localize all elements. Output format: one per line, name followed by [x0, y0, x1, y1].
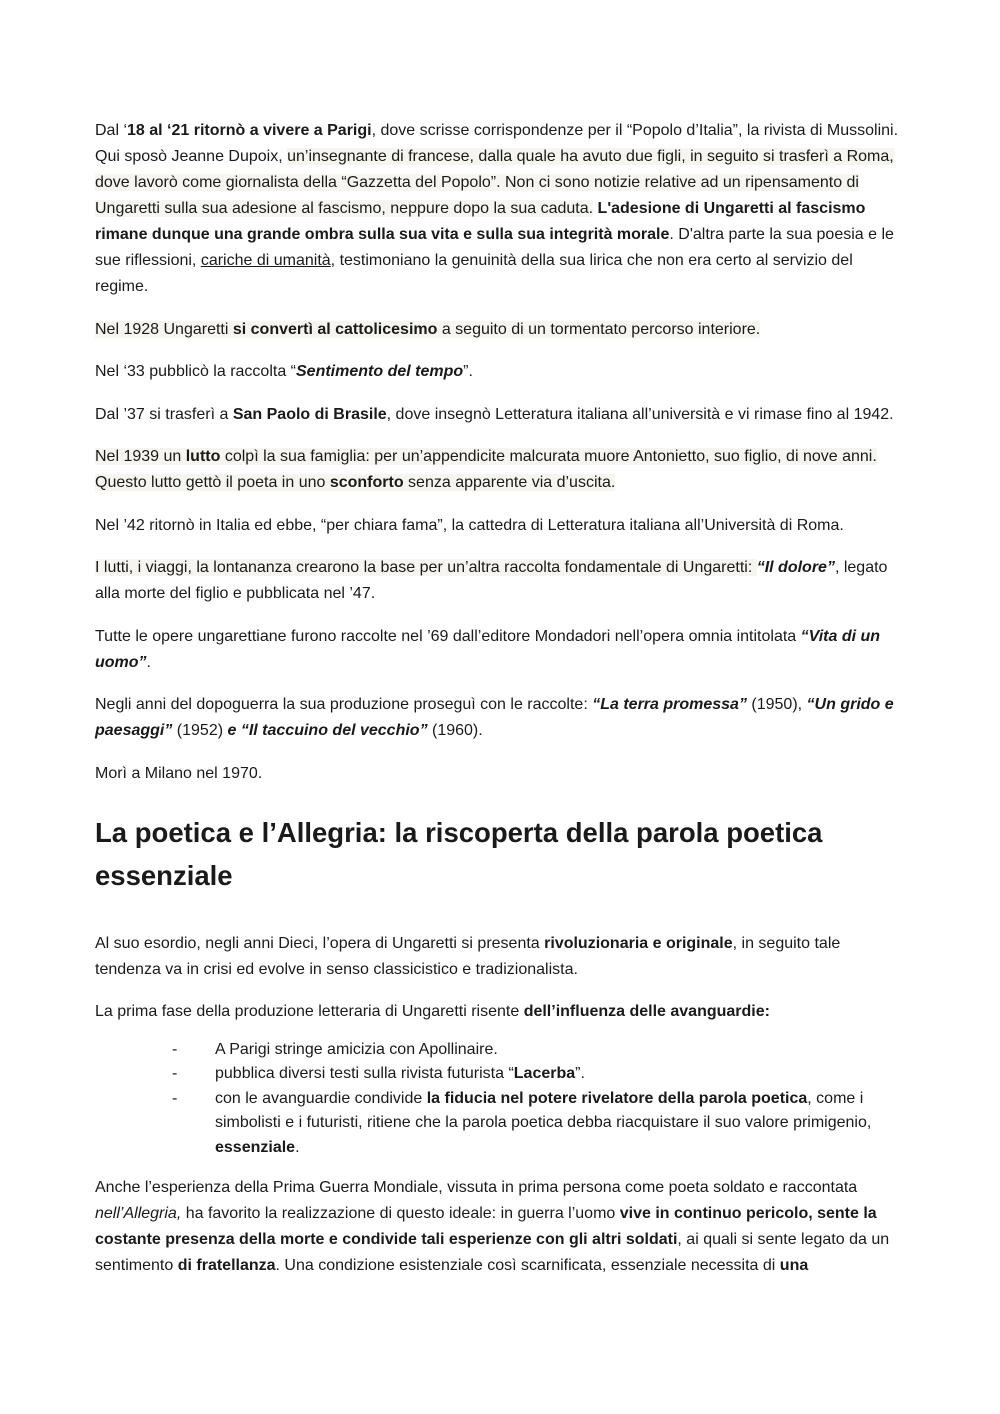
bold-italic-text: “Un grido e paesaggi”	[95, 696, 894, 739]
text: ha favorito la realizzazione di questo ideale: in guerra l’uomo	[181, 1205, 620, 1222]
highlighted-text	[95, 448, 877, 491]
bold-italic-text: Sentimento del tempo	[296, 363, 464, 380]
text: Nel 1939 un	[95, 448, 186, 465]
paragraph-prima-fase	[95, 999, 907, 1025]
paragraph-lutto	[95, 444, 907, 496]
bold-italic-text: “La terra promessa”	[592, 696, 747, 713]
list-item	[172, 1087, 907, 1161]
text: Anche l’esperienza della Prima Guerra Mondiale, vissuta in prima persona come poeta soldato e raccontata	[95, 1179, 858, 1196]
paragraph-guerra	[95, 1175, 907, 1279]
text: . Una condizione esistenziale così scarnificata, essenziale necessita di	[275, 1257, 780, 1274]
paragraph-paris	[95, 118, 907, 300]
bold-text: la fiducia nel potere rivelatore della parola poetica	[426, 1089, 808, 1107]
bold-text: 18 al ‘21 ritornò a vivere a Parigi	[127, 122, 372, 139]
italic-text: nell’Allegria,	[95, 1205, 182, 1222]
text: . D'altra parte la sua poesia e le sue riflessioni,	[95, 226, 894, 269]
paragraph-opera-omnia	[95, 624, 907, 676]
highlighted-text	[95, 321, 760, 338]
bold-text: si convertì al cattolicesimo	[232, 320, 438, 338]
text: Al suo esordio, negli anni Dieci, l’opera di Ungaretti si presenta	[95, 934, 545, 952]
bold-text: essenziale	[215, 1138, 296, 1156]
text: , ai quali si sente legato da un sentimento	[95, 1231, 890, 1274]
text: (1960).	[427, 722, 483, 739]
highlighted-text: I lutti, i viaggi, la lontananza crearono la base per un’altra raccolta fondamentale di Ungaretti:	[95, 559, 757, 576]
text: , come i simbolisti e i futuristi, ritiene che la parola poetica debba riacquistare il suo valore primigenio,	[215, 1089, 872, 1131]
text: Morì a Milano nel 1970.	[95, 764, 263, 782]
text: .	[295, 1138, 300, 1156]
bold-text: Lacerba	[513, 1065, 576, 1082]
avanguardie-list	[95, 1038, 907, 1161]
bold-italic-text: e “Il taccuino del vecchio”	[227, 722, 428, 739]
paragraph-sentimento	[95, 359, 907, 385]
paragraph-dopoguerra	[95, 692, 907, 744]
underlined-text: cariche di umanità	[200, 252, 331, 269]
bold-text: L'adesione di Ungaretti al fascismo rimane dunque una grande ombra sulla sua vita e sulla sua integrità morale	[95, 200, 866, 243]
text: ”.	[575, 1065, 585, 1082]
text: colpì la sua famiglia: per un’appendicite malcurata muore Antonietto, suo figlio, di nove anni. Questo lutto gettò il poeta in uno	[95, 448, 877, 491]
text: .	[146, 653, 151, 671]
text: , in seguito tale tendenza va in crisi ed evolve in senso classicistico e tradizionalista.	[95, 934, 841, 978]
paragraph-morte	[95, 761, 907, 787]
paragraph-dolore	[95, 555, 907, 607]
bold-text: dell’influenza delle avanguardie:	[523, 1003, 770, 1020]
text: ”.	[463, 363, 473, 380]
text: Tutte le opere ungarettiane furono raccolte nel ’69 dall’editore Mondadori nell’opera omnia intitolata	[95, 627, 801, 645]
text: Nel 1928 Ungaretti	[95, 320, 233, 338]
bold-italic-text: “Vita di un uomo”	[95, 627, 881, 671]
highlighted-text: un’insegnante di francese, dalla quale ha avuto due figli, in seguito si trasferì a Roma, dove lavorò come giornalista della “Gazzetta del Popolo”. Non ci sono notizie relative ad un ripensamento di Ungaretti sulla sua adesione al fascismo, neppure dopo la sua caduta.	[95, 148, 894, 217]
text: Dal ’37 si trasferì a	[95, 405, 233, 423]
bold-text: vive in continuo pericolo, sente la costante presenza della morte e condivide tali esperienze con gli altri soldati	[95, 1205, 877, 1248]
bold-text: rivoluzionaria e originale	[544, 934, 733, 952]
text: , dove insegnò Letteratura italiana all’università e vi rimase fino al 1942.	[386, 405, 894, 423]
text: (1950),	[746, 696, 807, 713]
text: senza apparente via d’uscita.	[403, 474, 616, 491]
bold-text: lutto	[185, 448, 221, 465]
list-item	[172, 1038, 907, 1063]
text: pubblica diversi testi sulla rivista futurista “	[215, 1065, 514, 1082]
text: , testimoniano la genuinità della sua lirica che non era certo al servizio del regime.	[95, 252, 853, 295]
text: A Parigi stringe amicizia con Apollinaire.	[215, 1040, 498, 1058]
document-body	[95, 118, 907, 1296]
text: , dove scrisse corrispondenze per il “Popolo d’Italia”, la rivista di Mussolini. Qui sposò Jeanne Dupoix,	[95, 122, 899, 165]
text: Negli anni del dopoguerra la sua produzione proseguì con le raccolte:	[95, 696, 593, 713]
section-heading: La poetica e l’Allegria: la riscoperta della parola poetica essenziale	[95, 816, 823, 891]
list-item	[172, 1062, 907, 1087]
bold-text: una	[779, 1257, 809, 1274]
paragraph-esordio	[95, 931, 907, 983]
bold-text: di fratellanza	[177, 1257, 276, 1274]
paragraph-brasile	[95, 402, 907, 428]
text: Nel ‘33 pubblicò la raccolta “	[95, 363, 296, 380]
text: Nel ’42 ritornò in Italia ed ebbe, “per chiara fama”, la cattedra di Letteratura italiana all’Università di Roma.	[95, 516, 844, 534]
text: a seguito di un tormentato percorso interiore.	[437, 320, 761, 338]
text: Dal ‘	[95, 122, 128, 139]
bold-text: sconforto	[329, 474, 404, 491]
paragraph-conversion	[95, 317, 907, 343]
bold-text: San Paolo di Brasile	[232, 405, 387, 423]
text: (1952)	[172, 722, 228, 739]
text: , legato alla morte del figlio e pubblicata nel ’47.	[95, 559, 888, 602]
paragraph-ritorno	[95, 513, 907, 539]
bold-italic-text: “Il dolore”	[756, 559, 835, 576]
text: con le avanguardie condivide	[215, 1089, 427, 1107]
text: La prima fase della produzione letteraria di Ungaretti risente	[95, 1003, 524, 1020]
